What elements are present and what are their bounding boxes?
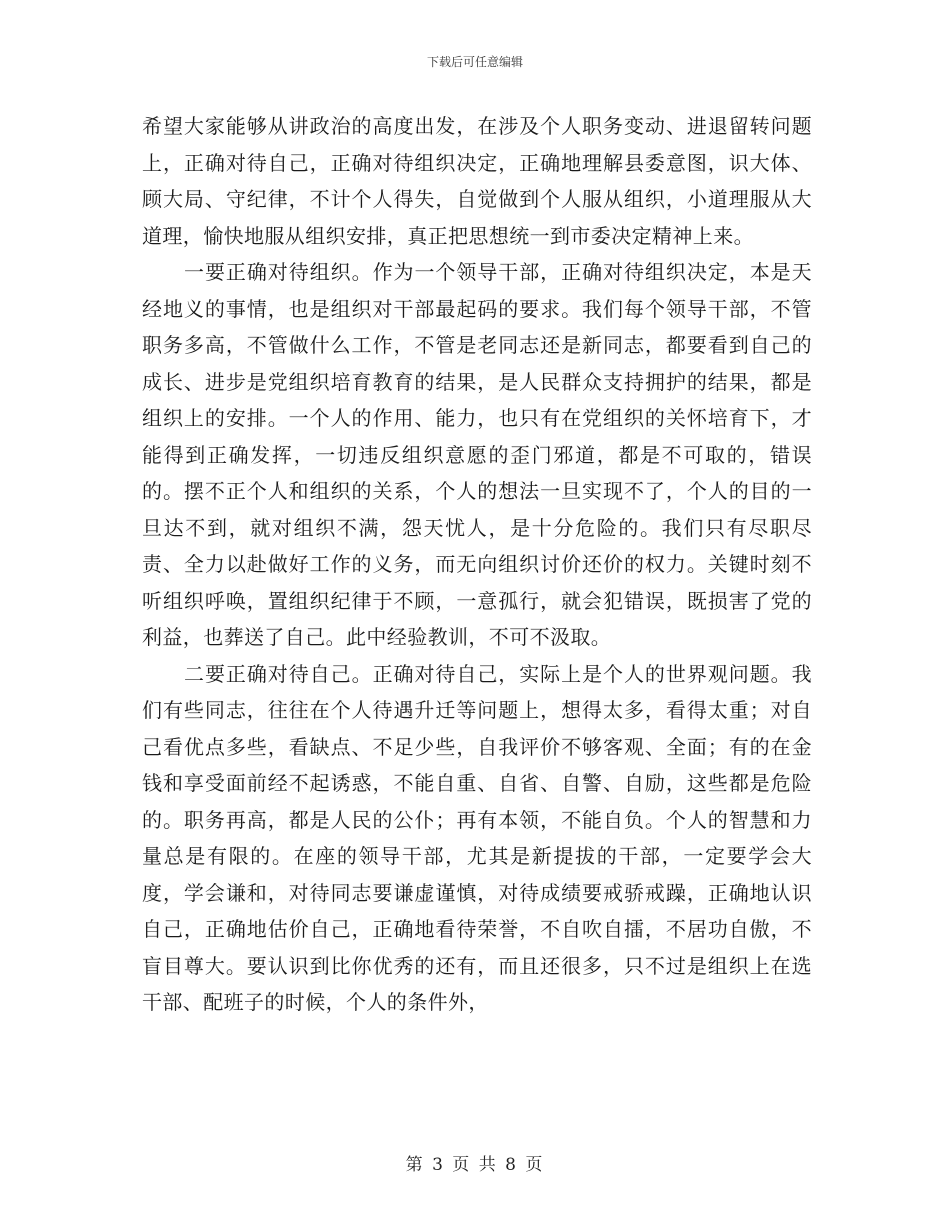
page-number-footer: 第 3 页 共 8 页: [405, 1155, 545, 1175]
paragraph-treat-organization: 一要正确对待组织。作为一个领导干部，正确对待组织决定，本是天经地义的事情，也是组织对干部最起码的要求。我们每个领导干部，不管职务多高，不管做什么工作，不管是老同志还是新同志，都要看到自己的成长、进步是党组织培育教育的结果，是人民群众支持拥护的结果，都是组织上的安排。一个人的作用、能力，也只有在党组织的关怀培育下，才能得到正确发挥，一切违反组织意愿的歪门邪道，都是不可取的，错误的。摆不正个人和组织的关系，个人的想法一旦实现不了，个人的目的一旦达不到，就对组织不满，怨天忧人，是十分危险的。我们只有尽职尽责、全力以赴做好工作的义务，而无向组织讨价还价的权力。关键时刻不听组织呼唤，置组织纪律于不顾，一意孤行，就会犯错误，既损害了党的利益，也葬送了自己。此中经验教训，不可不汲取。: [142, 260, 812, 649]
header-edit-note: 下载后可任意编辑: [426, 55, 523, 69]
paragraph-treat-self: 二要正确对待自己。正确对待自己，实际上是个人的世界观问题。我们有些同志，往往在个人待遇升迁等问题上，想得太多，看得太重；对自己看优点多些，看缺点、不足少些，自我评价不够客观、全面；有的在金钱和享受面前经不起诱惑，不能自重、自省、自警、自励，这些都是危险的。职务再高，都是人民的公仆；再有本领，不能自负。个人的智慧和力量总是有限的。在座的领导干部，尤其是新提拔的干部，一定要学会大度，学会谦和，对待同志要谦虚谨慎，对待成绩要戒骄戒躁，正确地认识自己，正确地估价自己，正确地看待荣誉，不自吹自擂，不居功自傲，不盲目尊大。要认识到比你优秀的还有，而且还很多，只不过是组织上在选干部、配班子的时候，个人的条件外，: [142, 661, 812, 1014]
document-body: [142, 108, 812, 1021]
paragraph-intro: 希望大家能够从讲政治的高度出发，在涉及个人职务变动、进退留转问题上，正确对待自己，正确对待组织决定，正确地理解县委意图，识大体、顾大局、守纪律，不计个人得失，自觉做到个人服从组织，小道理服从大道理，愉快地服从组织安排，真正把思想统一到市委决定精神上来。: [142, 114, 812, 248]
